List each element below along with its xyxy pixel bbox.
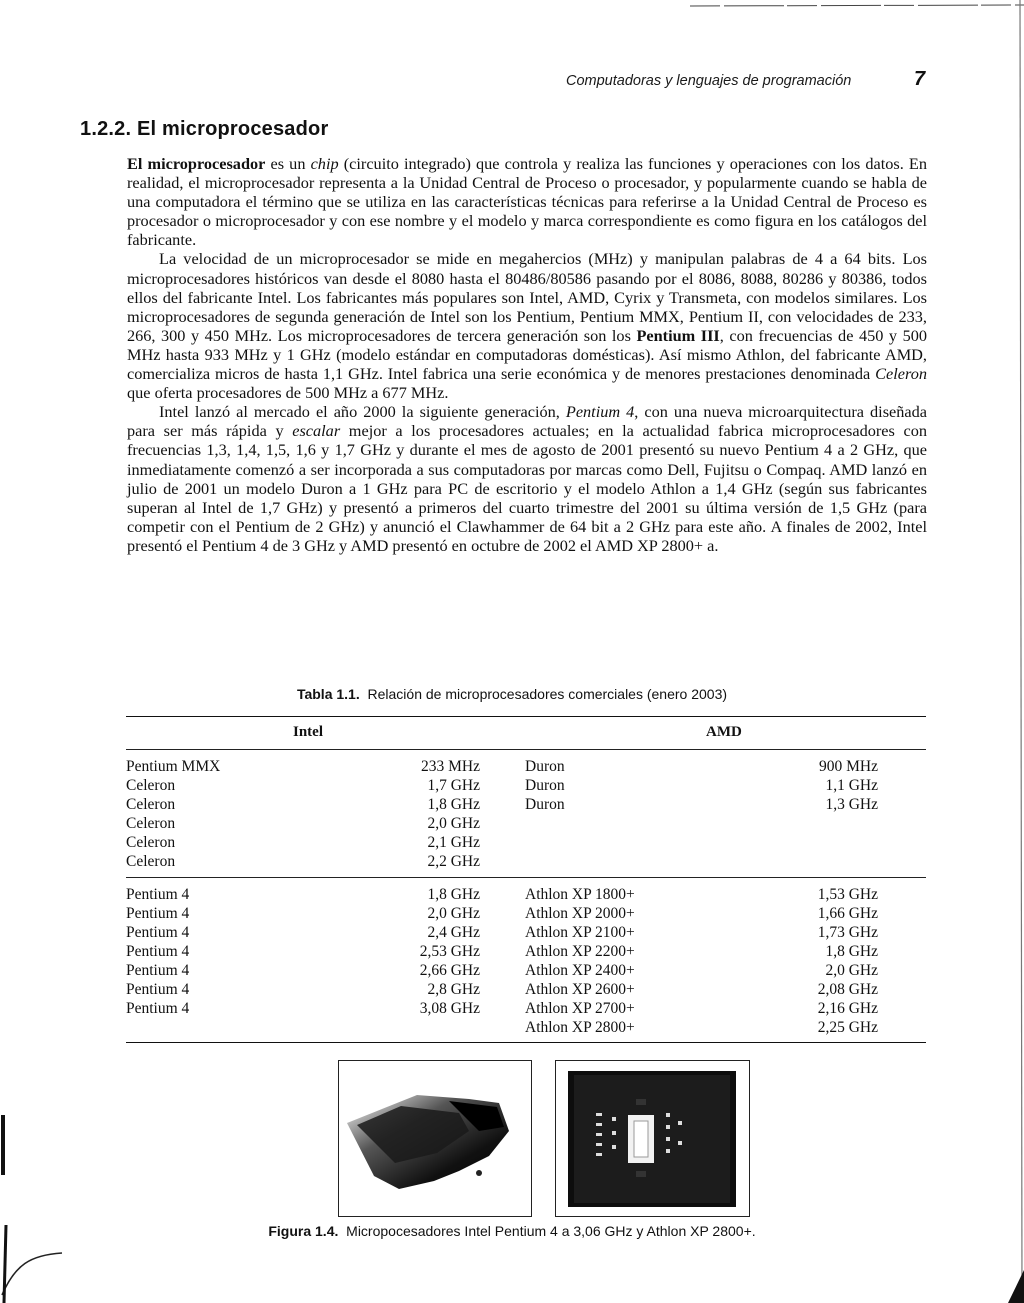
table-header-row bbox=[126, 717, 926, 749]
scan-artifact-right-edge bbox=[1010, 0, 1024, 1303]
amd-model-cell: Athlon XP 2000+ bbox=[525, 905, 635, 922]
table-group-2 bbox=[126, 885, 926, 1037]
term-escalar: escalar bbox=[292, 421, 341, 441]
paragraph-3-text-c: mejor a los procesadores actuales; en la actualidad fabrica microprocesadores con frecuencias 1,3, 1,4, 1,5, 1,6 y 1,7 GHz y durante el mes de agosto de 2001 presentó su nuevo Pentium 4 a 2 GHz, que inmediatamente comenzó a ser incorporada a sus computadoras por marcas como Dell, Fujitsu o Compaq. AMD lanzó en julio de 2001 un modelo Duron a 1 GHz para PC de escritorio y el modelo Athlon a 1,4 GHz (según sus fabricantes superan al Intel de 1,7 GHz) y presentó a primeros del cuarto trimestre del 2001 su última versión de 1,5 GHz (para competir con el Pentium de 2 GHz) y anunció el Clawhammer de 64 bit a 2 GHz para este año. A finales de 2002, Intel presentó el Pentium 4 de 3 GHz y AMD presentó en octubre de 2002 el AMD XP 2800+ a. bbox=[127, 421, 927, 555]
intel-speed-cell: 1,7 GHz bbox=[427, 777, 480, 794]
body-text bbox=[127, 154, 927, 555]
amd-speed-cell: 1,3 GHz bbox=[825, 796, 878, 813]
amd-speed-cell: 2,08 GHz bbox=[817, 981, 878, 998]
intel-speed-cell: 2,0 GHz bbox=[427, 905, 480, 922]
intel-speed-cell: 2,66 GHz bbox=[419, 962, 480, 979]
intel-speed-cell: 233 MHz bbox=[421, 758, 480, 775]
paragraph-2-text-b: , con frecuencias de 450 y 500 MHz hasta 933 MHz y 1 GHz (modelo estándar en computadoras domésticas). Así mismo Athlon, del fabricante AMD, comercializa micros de hasta 1,1 GHz. Intel fabrica una serie económica y de menores prestaciones denominada bbox=[127, 325, 927, 384]
table-caption-text: Relación de microprocesadores comerciales (enero 2003) bbox=[367, 686, 728, 702]
table-caption bbox=[0, 686, 1024, 702]
paragraph-3 bbox=[127, 402, 927, 555]
amd-model-cell: Athlon XP 2600+ bbox=[525, 981, 635, 998]
paragraph-1-text-b: (circuito integrado) que controla y realiza las funciones y operaciones con los datos. En realidad, el microprocesador representa a la Unidad Central de Proceso o procesador, y popularmente cuando se habla de una computadora el término que se utiliza en las características técnicas para referirse a la Unidad Central de Proceso es procesador o microprocesador y con ese nombre y el modelo y marca correspondiente es como figura en los catálogos del fabricante. bbox=[127, 154, 927, 250]
table-row bbox=[126, 999, 926, 1018]
amd-speed-cell: 1,8 GHz bbox=[825, 943, 878, 960]
table-row bbox=[126, 980, 926, 999]
table-row bbox=[126, 757, 926, 776]
amd-model-cell: Athlon XP 2200+ bbox=[525, 943, 635, 960]
running-header: Computadoras y lenguajes de programación bbox=[566, 73, 852, 89]
intel-model-cell: Pentium MMX bbox=[126, 758, 221, 775]
table-row bbox=[126, 852, 926, 871]
scan-artifact-left-bar bbox=[0, 1115, 8, 1175]
amd-speed-cell: 900 MHz bbox=[819, 758, 878, 775]
intel-model-cell: Pentium 4 bbox=[126, 905, 190, 922]
intel-model-cell: Celeron bbox=[126, 853, 176, 870]
term-chip: chip bbox=[310, 154, 339, 173]
intel-speed-cell: 2,0 GHz bbox=[427, 815, 480, 832]
amd-model-cell: Duron bbox=[525, 777, 565, 794]
intel-model-cell: Celeron bbox=[126, 777, 176, 794]
intel-speed-cell: 2,2 GHz bbox=[427, 853, 480, 870]
amd-speed-cell: 2,0 GHz bbox=[825, 962, 878, 979]
amd-model-cell: Athlon XP 2700+ bbox=[525, 1000, 635, 1017]
amd-athlon-xp-photo bbox=[555, 1060, 750, 1217]
intel-model-cell: Pentium 4 bbox=[126, 962, 190, 979]
term-pentium-iii: Pentium III bbox=[636, 325, 720, 345]
term-microprocesador: El microprocesador bbox=[127, 154, 266, 173]
intel-model-cell: Celeron bbox=[126, 834, 176, 851]
intel-speed-cell: 3,08 GHz bbox=[419, 1000, 480, 1017]
intel-model-cell: Pentium 4 bbox=[126, 1000, 190, 1017]
amd-speed-cell: 1,73 GHz bbox=[817, 924, 878, 941]
amd-model-cell: Duron bbox=[525, 758, 565, 775]
paragraph-2 bbox=[127, 249, 927, 402]
table-row bbox=[126, 942, 926, 961]
header-intel: Intel bbox=[293, 724, 323, 740]
table-group-1 bbox=[126, 757, 926, 871]
table-row bbox=[126, 885, 926, 904]
table-header-rule bbox=[126, 749, 926, 750]
intel-model-cell: Pentium 4 bbox=[126, 886, 190, 903]
intel-speed-cell: 1,8 GHz bbox=[427, 796, 480, 813]
paragraph-2-text-a: La velocidad de un microprocesador se mide en megahercios (MHz) y manipulan palabras de 4 a 64 bits. Los microprocesadores históricos van desde el 8080 hasta el 80486/80586 pasando por el 8086, 8088, 80286 y 80386, todos ellos del fabricante Intel. Los fabricantes más populares son Intel, AMD, Cyrix y Transmeta, con modelos similares. Los microprocesadores de segunda generación de Intel son los Pentium, Pentium MMX, Pentium II, con velocidades de 233, 266, 300 y 450 MHz. Los microprocesadores de tercera generación son los bbox=[127, 249, 927, 345]
amd-speed-cell: 2,25 GHz bbox=[817, 1019, 878, 1036]
section-title: 1.2.2. El microprocesador bbox=[80, 118, 329, 140]
figure-caption-label: Figura 1.4. bbox=[268, 1223, 339, 1239]
table-row bbox=[126, 814, 926, 833]
intel-speed-cell: 2,4 GHz bbox=[427, 924, 480, 941]
intel-speed-cell: 2,53 GHz bbox=[419, 943, 480, 960]
paragraph-1-text-a: es un bbox=[265, 154, 311, 173]
intel-model-cell: Celeron bbox=[126, 796, 176, 813]
table-caption-label: Tabla 1.1. bbox=[296, 686, 360, 702]
paragraph-2-text-c: que oferta procesadores de 500 MHz a 677 MHz. bbox=[127, 383, 449, 403]
amd-model-cell: Duron bbox=[525, 796, 565, 813]
amd-chip-drawing bbox=[556, 1061, 749, 1216]
intel-chip-drawing bbox=[339, 1061, 531, 1216]
table-row bbox=[126, 961, 926, 980]
paragraph-3-text-b: , con una nueva microarquitectura diseñada para ser más rápida y bbox=[127, 402, 928, 441]
table-group-rule bbox=[126, 877, 926, 878]
table-row bbox=[126, 795, 926, 814]
paragraph-3-text-a: Intel lanzó al mercado el año 2000 la siguiente generación, bbox=[159, 402, 566, 422]
intel-speed-cell: 1,8 GHz bbox=[427, 886, 480, 903]
amd-speed-cell: 1,66 GHz bbox=[817, 905, 878, 922]
intel-model-cell: Pentium 4 bbox=[126, 981, 190, 998]
table-row bbox=[126, 1018, 926, 1037]
intel-speed-cell: 2,1 GHz bbox=[427, 834, 480, 851]
header-amd: AMD bbox=[706, 724, 742, 740]
amd-speed-cell: 1,53 GHz bbox=[817, 886, 878, 903]
table-row bbox=[126, 904, 926, 923]
amd-speed-cell: 1,1 GHz bbox=[825, 777, 878, 794]
table-row bbox=[126, 923, 926, 942]
paragraph-1 bbox=[127, 154, 927, 249]
amd-model-cell: Athlon XP 1800+ bbox=[525, 886, 635, 903]
scan-artifact-top-line bbox=[0, 0, 1024, 14]
intel-pentium-4-photo bbox=[338, 1060, 532, 1217]
term-celeron: Celeron bbox=[875, 364, 927, 384]
figure-caption bbox=[0, 1223, 1024, 1239]
scan-artifact-right-corner bbox=[1000, 1270, 1024, 1303]
intel-model-cell: Celeron bbox=[126, 815, 176, 832]
intel-model-cell: Pentium 4 bbox=[126, 924, 190, 941]
table-row bbox=[126, 776, 926, 795]
table-bottom-rule bbox=[126, 1042, 926, 1043]
amd-model-cell: Athlon XP 2800+ bbox=[525, 1019, 635, 1036]
intel-speed-cell: 2,8 GHz bbox=[427, 981, 480, 998]
term-pentium-4: Pentium 4 bbox=[565, 402, 635, 422]
page-number: 7 bbox=[914, 68, 926, 90]
processor-table bbox=[126, 716, 926, 1043]
intel-model-cell: Pentium 4 bbox=[126, 943, 190, 960]
table-row bbox=[126, 833, 926, 852]
amd-model-cell: Athlon XP 2400+ bbox=[525, 962, 635, 979]
amd-model-cell: Athlon XP 2100+ bbox=[525, 924, 635, 941]
figure-caption-text: Micropocesadores Intel Pentium 4 a 3,06 GHz y Athlon XP 2800+. bbox=[346, 1223, 756, 1239]
amd-speed-cell: 2,16 GHz bbox=[817, 1000, 878, 1017]
